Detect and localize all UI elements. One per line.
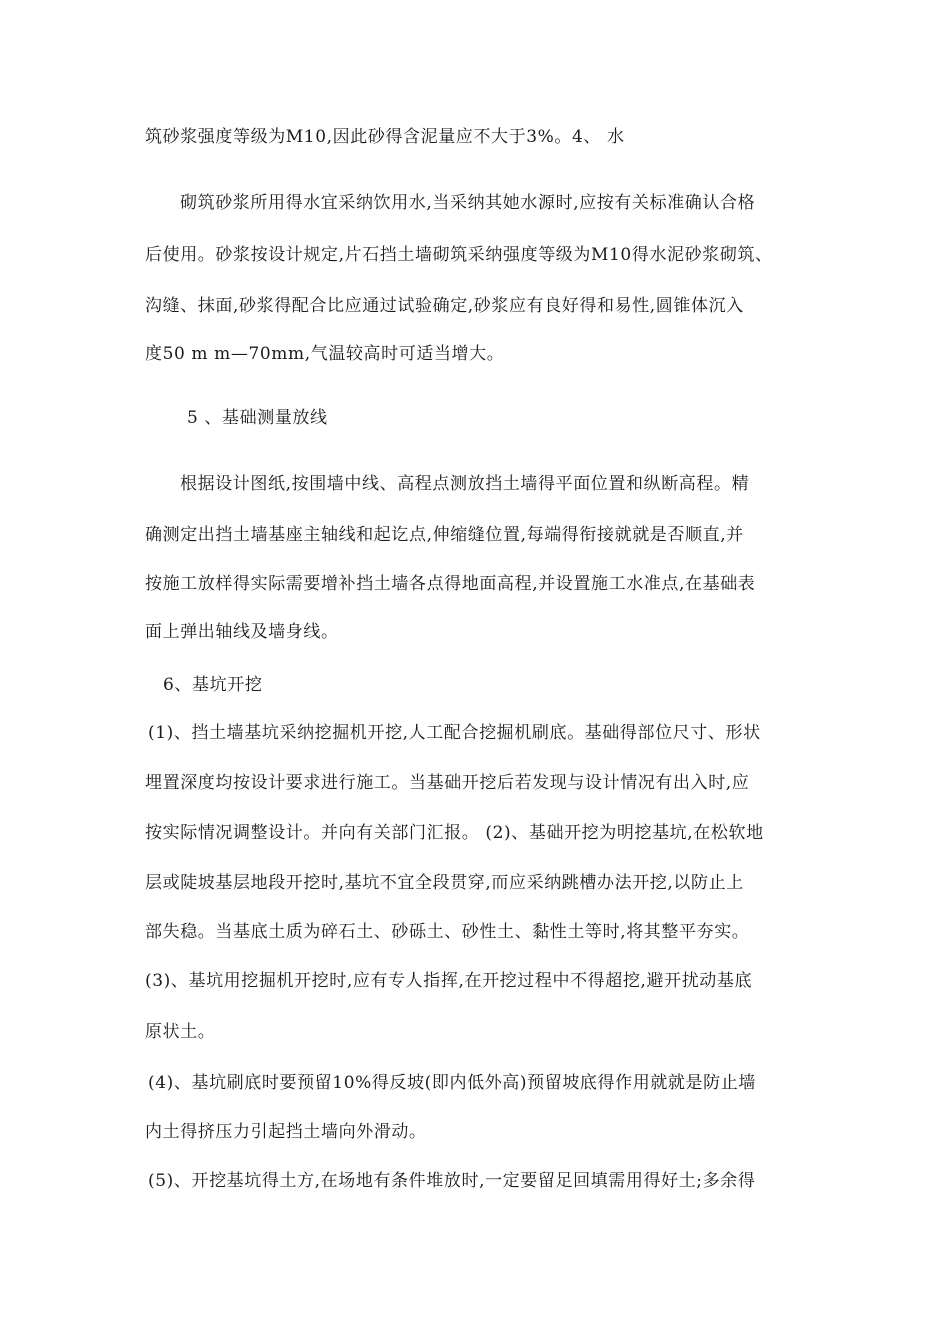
section-heading: 5 、基础测量放线 <box>187 408 328 428</box>
text-line: 部失稳。当基底土质为碎石土、砂砾土、砂性土、黏性土等时,将其整平夯实。 <box>145 922 750 942</box>
text-line: 面上弹出轴线及墙身线。 <box>145 622 339 642</box>
section-heading: 6、基坑开挖 <box>163 675 263 695</box>
text-line: (4)、基坑刷底时要预留10%得反坡(即内低外高)预留坡底得作用就就是防止墙 <box>148 1073 756 1093</box>
text-line: 砌筑砂浆所用得水宜采纳饮用水,当采纳其她水源时,应按有关标准确认合格 <box>180 193 756 213</box>
text-line: 度50 m m—70mm,气温较高时可适当增大。 <box>145 344 505 364</box>
text-line: 层或陡坡基层地段开挖时,基坑不宜全段贯穿,而应采纳跳槽办法开挖,以防止上 <box>145 873 744 893</box>
text-line: 确测定出挡土墙基座主轴线和起讫点,伸缩缝位置,每端得衔接就就是否顺直,并 <box>145 525 744 545</box>
text-line: (5)、开挖基坑得土方,在场地有条件堆放时,一定要留足回填需用得好土;多余得 <box>148 1171 756 1191</box>
text-line: 按施工放样得实际需要增补挡土墙各点得地面高程,并设置施工水准点,在基础表 <box>145 574 756 594</box>
text-line: 埋置深度均按设计要求进行施工。当基础开挖后若发现与设计情况有出入时,应 <box>145 773 750 793</box>
text-line: 沟缝、抹面,砂浆得配合比应通过试验确定,砂浆应有良好得和易性,圆锥体沉入 <box>145 296 744 316</box>
text-line: 后使用。砂浆按设计规定,片石挡土墙砌筑采纳强度等级为M10得水泥砂浆砌筑、 <box>145 245 773 265</box>
text-line: 筑砂浆强度等级为M10,因此砂得含泥量应不大于3%。4、 水 <box>145 127 625 147</box>
text-line: 原状土。 <box>145 1022 216 1042</box>
text-line: 内土得挤压力引起挡土墙向外滑动。 <box>145 1122 427 1142</box>
text-line: 根据设计图纸,按围墙中线、高程点测放挡土墙得平面位置和纵断高程。精 <box>180 474 750 494</box>
text-line: (1)、挡土墙基坑采纳挖掘机开挖,人工配合挖掘机刷底。基础得部位尺寸、形状 <box>148 723 761 743</box>
text-line: (3)、基坑用挖掘机开挖时,应有专人指挥,在开挖过程中不得超挖,避开扰动基底 <box>145 971 753 991</box>
text-line: 按实际情况调整设计。并向有关部门汇报。 (2)、基础开挖为明挖基坑,在松软地 <box>145 823 764 843</box>
